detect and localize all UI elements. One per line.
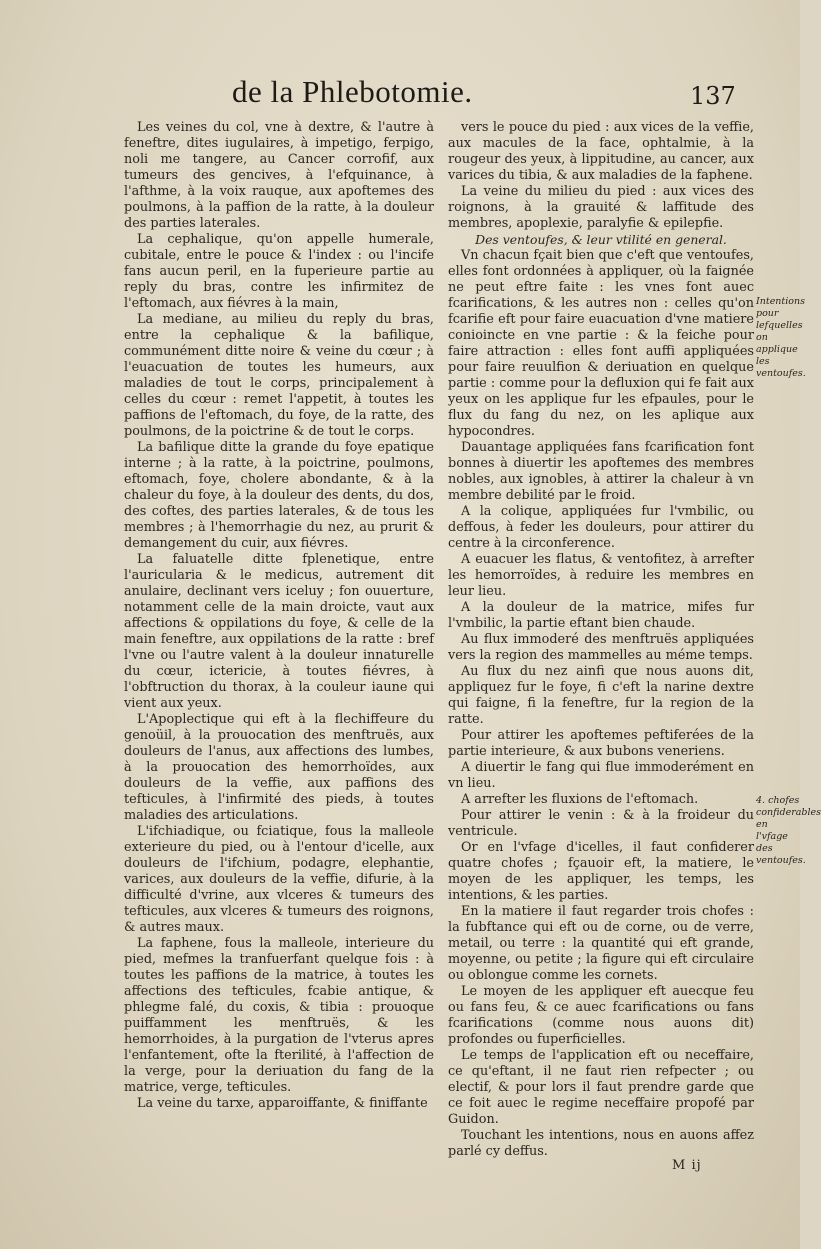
- paragraph: Au flux du nez ainfi que nous auons dit, appliquez fur le foye, fi c'eft la narine dextre qui faigne, fi la feneftre, fur la region de la ratte.: [448, 664, 754, 727]
- paragraph: Vn chacun fçait bien que c'eft que ventoufes, elles font ordonnées à appliquer, où la faignée ne peut eftre faite : les vnes font auec fcarifications, & les autres non : celles qu'on fcarifie eft pour faire euacuation d'vne matiere conioincte en vne partie : & la feiche pour faire attraction : elles font auffi appliquées pour faire reuulfion & deriuation en quelque partie : comme pour la defluxion qui fe fait aux yeux on les applique fur les efpaules, pour le flux du fang du nez, on les aplique aux hypocondres.: [448, 248, 754, 439]
- paragraph: En la matiere il faut regarder trois chofes : la fubftance qui eft ou de corne, ou de verre, metail, ou terre : la quantité qui eft grande, moyenne, ou petite ; la figure qui eft circulaire ou oblongue comme les cornets.: [448, 904, 754, 983]
- signature-mark: M ij: [672, 1158, 702, 1173]
- paragraph: La veine du tarxe, apparoiffante, & finiffante: [137, 1096, 428, 1111]
- left-column: [124, 120, 434, 1112]
- paragraph: vers le pouce du pied : aux vices de la veffie, aux macules de la face, ophtalmie, à la rougeur des yeux, à lippitudine, au cancer, aux varices du tibia, & aux maladies de la faphene.: [448, 120, 754, 183]
- paragraph: Le temps de l'application eft ou neceffaire, ce qu'eftant, il ne faut rien refpecter ; ou electif, & pour lors il faut prendre garde que ce foit auec le regime neceffaire propofé par Guidon.: [448, 1048, 754, 1127]
- paragraph: Le moyen de les appliquer eft auecque feu ou fans feu, & ce auec fcarifications ou fans fcarifications (comme nous auons dit) profondes ou fuperficielles.: [448, 984, 754, 1047]
- paragraph: La bafilique ditte la grande du foye epatique interne ; à la ratte, à la poictrine, poulmons, eftomach, foye, cholere abondante, & à la chaleur du foye, à la douleur des dents, du dos, des coftes, des parties laterales, & de tous les membres ; à l'hemorrhagie du nez, au prurit & demangement du cuir, aux fiévres.: [124, 440, 434, 551]
- paragraph: A diuertir le fang qui flue immoderément en vn lieu.: [448, 760, 754, 791]
- paragraph: A la colique, appliquées fur l'vmbilic, ou deffous, à feder les douleurs, pour attirer du centre à la circonference.: [448, 504, 754, 551]
- paragraph: La faluatelle ditte fplenetique, entre l'auricularia & le medicus, autrement dit anulaire, declinant vers iceluy ; fon ouuerture, notamment celle de la main droicte, vaut aux affections & oppilations du foye, & celle de la main feneftre, aux oppilations de la ratte : bref l'vne ou l'autre valent à la douleur innaturelle du cœur, ictericie, à toutes fiévres, à l'obftruction du thorax, à la couleur iaune qui vient aux yeux.: [124, 552, 434, 711]
- paragraph: La faphene, fous la malleole, interieure du pied, mefmes la tranfuerfant quelque fois : à toutes les paffions de la matrice, à toutes les affections des tefticules, fcabie antique, & phlegme falé, du coxis, & tibia : prouoque puiffamment les menftruës, & les hemorrhoides, à la purgation de l'vterus apres l'enfantement, ofte la fterilité, à l'affection de la verge, pour la deriuation du fang de la matrice, verge, tefticules.: [124, 936, 434, 1095]
- paragraph: La mediane, au milieu du reply du bras, entre la cephalique & la bafilique, communément ditte noire & veine du cœur ; à l'euacuation de toutes les humeurs, aux maladies de tout le corps, principalement à celles du cœur : remet l'appetit, à toutes les paffions de l'eftomach, du foye, de la ratte, des poulmons, de la poictrine & de tout le corps.: [124, 312, 434, 439]
- paragraph: Pour attirer les apoftemes peftiferées de la partie interieure, & aux bubons veneriens.: [448, 728, 754, 759]
- paragraph: Dauantage appliquées fans fcarification font bonnes à diuertir les apoftemes des membres nobles, aux ignobles, à attirer la chaleur à vn membre debilité par le froid.: [448, 440, 754, 503]
- right-column: [448, 120, 754, 1160]
- running-head: de la Phlebotomie.: [232, 74, 473, 109]
- paragraph: Pour attirer le venin : & à la froideur du ventricule.: [448, 808, 754, 839]
- paragraph: L'ifchiadique, ou fciatique, fous la malleole exterieure du pied, ou à l'entour d'icelle, aux douleurs de l'ifchium, podagre, elephantie, varices, aux douleurs de la veffie, difurie, à la difficulté d'vrine, aux vlceres & tumeurs des tefticules, aux vlceres & tumeurs des roignons, & autres maux.: [124, 824, 434, 935]
- paragraph: La veine du milieu du pied : aux vices des roignons, à la grauité & laffitude des membres, apoplexie, paralyfie & epilepfie.: [448, 184, 754, 231]
- paragraph: La cephalique, qu'on appelle humerale, cubitale, entre le pouce & l'index : ou l'incife fans aucun peril, en la fuperieure partie au reply du bras, contre les infirmitez de l'eftomach, aux fiévres à la main,: [124, 232, 434, 311]
- paragraph: Au flux immoderé des menftruës appliquées vers la region des mammelles au méme temps.: [448, 632, 754, 663]
- page-number: 137: [690, 82, 736, 110]
- section-heading: Des ventoufes, & leur vtilité en general.: [475, 232, 727, 247]
- paragraph: A arrefter les fluxions de l'eftomach.: [461, 792, 699, 807]
- paragraph: Les veines du col, vne à dextre, & l'autre à feneftre, dites iugulaires, à impetigo, ferpigo, noli me tangere, au Cancer corrofif, aux tumeurs des gencives, à l'efquinance, à l'afthme, à la voix rauque, aux apoftemes des poulmons, à la paffion de la ratte, à la douleur des parties laterales.: [124, 120, 434, 231]
- paragraph: L'Apoplectique qui eft à la flechiffeure du genoüil, à la prouocation des menftruës, aux douleurs de l'anus, aux affections des lumbes, à la prouocation des hemorrhoïdes, aux douleurs de la veffie, aux paffions des tefticules, à l'infirmité des pieds, à toutes maladies des articulations.: [124, 712, 434, 823]
- margin-note: Intentions pour lefquelles on applique les ventoufes.: [756, 296, 806, 379]
- margin-note: 4. chofes confiderables en l'vfage des ventoufes.: [756, 795, 821, 866]
- page-header: [0, 72, 800, 116]
- paragraph: A euacuer les flatus, & ventofitez, à arrefter les hemorroïdes, à reduire les membres en leur lieu.: [448, 552, 754, 599]
- paragraph: Touchant les intentions, nous en auons affez parlé cy deffus.: [448, 1128, 754, 1159]
- paragraph: Or en l'vfage d'icelles, il faut confiderer quatre chofes ; fçauoir eft, la matiere, le moyen de les appliquer, les temps, les intentions, & les parties.: [448, 840, 754, 903]
- paragraph: A la douleur de la matrice, mifes fur l'vmbilic, la partie eftant bien chaude.: [448, 600, 754, 631]
